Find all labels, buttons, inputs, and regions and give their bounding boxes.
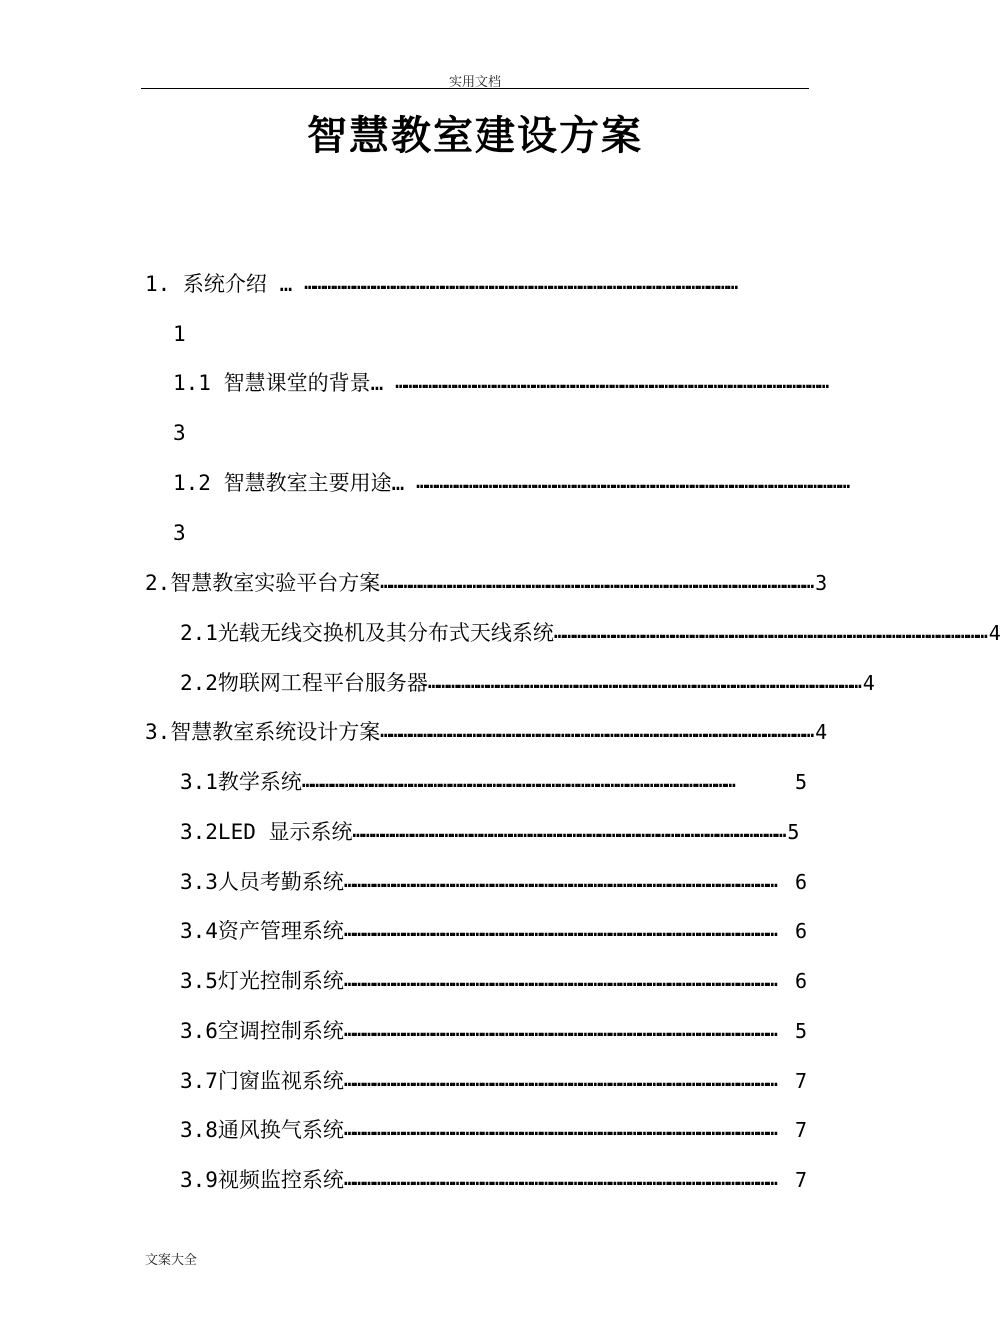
toc-entry-page-number: 7 <box>794 1069 807 1093</box>
toc-entry[interactable] <box>180 815 800 849</box>
toc-entry-page-number: 5 <box>787 820 800 844</box>
toc-entry-title: 2.1光载无线交换机及其分布式天线系统 <box>180 621 554 645</box>
toc-entry-page-number: 3 <box>173 521 186 545</box>
toc-entry-page-number: 5 <box>794 770 807 794</box>
toc-leader-dots: …………………………………………………………………………………………………………………… <box>343 871 777 892</box>
document-title: 智慧教室建设方案 <box>307 113 643 159</box>
toc-entry[interactable] <box>180 865 807 899</box>
page-footer: 文案大全 <box>145 1253 198 1268</box>
toc-entry-page-number: 7 <box>794 1168 807 1192</box>
toc-entry <box>173 416 373 450</box>
toc-entry-page-number: 3 <box>815 571 828 595</box>
toc-entry-title: 2.智慧教室实验平台方案 <box>145 571 381 595</box>
toc-entry-title: 2.2物联网工程平台服务器 <box>180 671 428 695</box>
toc-entry[interactable] <box>180 1014 807 1048</box>
toc-entry-page-number: 5 <box>794 1019 807 1043</box>
toc-entry-page-number: 4 <box>988 621 1001 645</box>
toc-leader-dots: …………………………………………………………………………………………………………………… <box>416 472 850 493</box>
toc-leader-dots: …………………………………………………………………………………………………………………… <box>427 672 861 693</box>
toc-entry-page-number: 7 <box>794 1118 807 1142</box>
toc-entry-title: 3.7门窗监视系统 <box>180 1069 344 1093</box>
toc-entry-title: 3.6空调控制系统 <box>180 1019 344 1043</box>
toc-entry[interactable] <box>180 1113 807 1147</box>
toc-leader-dots: …………………………………………………………………………………………………………………… <box>301 771 735 792</box>
toc-leader-dots: …………………………………………………………………………………………………………………… <box>380 572 814 593</box>
toc-leader-dots: …………………………………………………………………………………………………………………… <box>380 721 814 742</box>
toc-entry[interactable] <box>173 366 829 400</box>
toc-entry-page-number: 4 <box>815 720 828 744</box>
toc-leader-dots: …………………………………………………………………………………………………………………… <box>553 622 987 643</box>
toc-entry-page-number: 6 <box>794 870 807 894</box>
toc-entry-title: 3.3人员考勤系统 <box>180 870 344 894</box>
toc-entry[interactable] <box>180 765 807 799</box>
toc-leader-dots: …………………………………………………………………………………………………………………… <box>304 273 738 294</box>
toc-entry-title: 3.4资产管理系统 <box>180 919 344 943</box>
toc-entry-title: 3.9视频监控系统 <box>180 1168 344 1192</box>
toc-entry-title: 3.8通风换气系统 <box>180 1118 344 1142</box>
toc-entry[interactable] <box>145 715 828 749</box>
toc-entry-title: 3.2LED 显示系统 <box>180 820 353 844</box>
toc-entry <box>173 317 373 351</box>
toc-leader-dots: …………………………………………………………………………………………………………………… <box>352 821 786 842</box>
toc-leader-dots: …………………………………………………………………………………………………………………… <box>343 1020 777 1041</box>
toc-entry[interactable] <box>180 914 807 948</box>
toc-entry[interactable] <box>145 267 807 301</box>
toc-entry[interactable] <box>173 466 850 500</box>
toc-entry-title: 3.1教学系统 <box>180 770 302 794</box>
toc-entry-title: 1.1 智慧课堂的背景… <box>173 371 384 395</box>
toc-entry-page-number: 6 <box>794 919 807 943</box>
toc-entry-title: 1. 系统介绍 … <box>145 272 293 296</box>
toc-leader-dots: …………………………………………………………………………………………………………………… <box>395 372 829 393</box>
toc-entry[interactable] <box>145 566 828 600</box>
toc-entry <box>173 516 373 550</box>
toc-leader-dots: …………………………………………………………………………………………………………………… <box>343 970 777 991</box>
toc-entry[interactable] <box>180 616 1001 650</box>
toc-entry-title: 1.2 智慧教室主要用途… <box>173 471 405 495</box>
toc-entry-page-number: 1 <box>173 322 186 346</box>
toc-entry-page-number: 6 <box>794 969 807 993</box>
toc-leader-dots: …………………………………………………………………………………………………………………… <box>343 1119 777 1140</box>
toc-entry-title: 3.5灯光控制系统 <box>180 969 344 993</box>
header-rule <box>141 88 809 89</box>
toc-entry[interactable] <box>180 666 875 700</box>
toc-leader-dots: …………………………………………………………………………………………………………………… <box>343 1070 777 1091</box>
toc-entry[interactable] <box>180 1163 807 1197</box>
toc-leader-dots: …………………………………………………………………………………………………………………… <box>343 1169 777 1190</box>
toc-entry-page-number: 3 <box>173 421 186 445</box>
toc-entry-title: 3.智慧教室系统设计方案 <box>145 720 381 744</box>
toc-entry[interactable] <box>180 964 807 998</box>
toc-leader-dots: …………………………………………………………………………………………………………………… <box>343 920 777 941</box>
toc-entry[interactable] <box>180 1064 807 1098</box>
page-header: 实用文档 <box>448 75 501 90</box>
toc-entry-page-number: 4 <box>862 671 875 695</box>
